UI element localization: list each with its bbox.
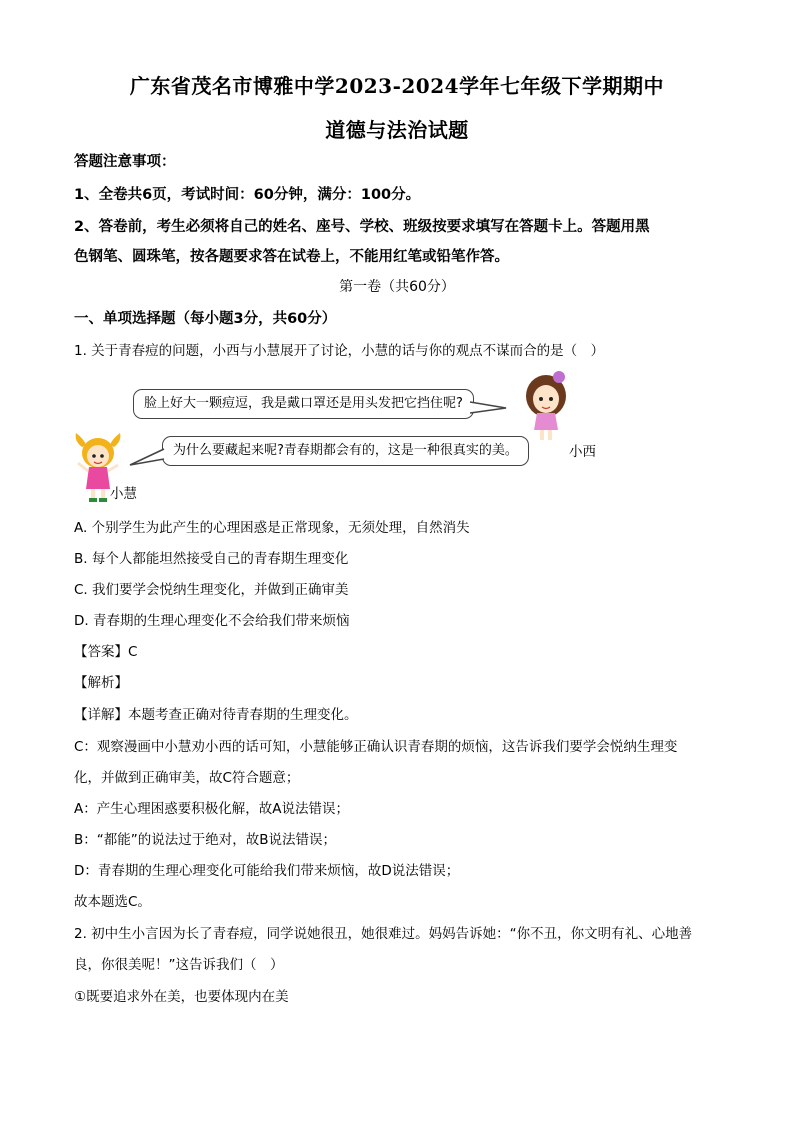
question-2-option-1: ①既要追求外在美，也要体现内在美: [74, 989, 289, 1005]
notes-item-2-line-1: 2、答卷前，考生必须将自己的姓名、座号、学校、班级按要求填写在答题卡上。答题用黑: [74, 219, 650, 235]
detail-label: 【详解】: [74, 707, 128, 723]
explanation-c-line-2: 化，并做到正确审美，故C符合题意；: [74, 770, 300, 786]
answer-value: C: [128, 644, 138, 660]
question-2-stem-line-2: 良，你很美呢！”这告诉我们（ ）: [74, 957, 284, 973]
name-label-xixi: 小西: [569, 444, 596, 460]
speech-bubble-xixi: 脸上好大一颗痘逗，我是戴口罩还是用头发把它挡住呢?: [133, 389, 474, 419]
notes-item-1: 1、全卷共6页，考试时间：60分钟，满分：100分。: [74, 187, 421, 203]
question-1-option-c: C. 我们要学会悦纳生理变化，并做到正确审美: [74, 582, 349, 598]
question-1-option-d: D. 青春期的生理心理变化不会给我们带来烦恼: [74, 613, 350, 629]
exam-title: 广东省茂名市博雅中学2023-2024学年七年级下学期期中: [129, 74, 665, 98]
conclusion: 故本题选C。: [74, 894, 151, 910]
name-label-xiaohui: 小慧: [110, 486, 137, 502]
detail-text: 本题考查正确对待青春期的生理变化。: [128, 707, 358, 723]
question-1-option-a: A. 个别学生为此产生的心理困惑是正常现象，无须处理，自然消失: [74, 520, 470, 536]
explanation-c-line-1: C：观察漫画中小慧劝小西的话可知，小慧能够正确认识青春期的烦恼，这告诉我们要学会悦纳生理变: [74, 739, 678, 755]
answer-line: [74, 640, 137, 660]
bubble-tail-xiaohui: [128, 447, 168, 469]
volume-heading: 第一卷（共60分）: [339, 279, 455, 295]
explanation-b: B：“都能”的说法过于绝对，故B说法错误；: [74, 832, 337, 848]
explanation-d: D：青春期的生理心理变化可能给我们带来烦恼，故D说法错误；: [74, 863, 460, 879]
question-1-stem: 1. 关于青春痘的问题，小西与小慧展开了讨论，小慧的话与你的观点不谋而合的是（ ）: [74, 343, 605, 359]
analysis-label: 【解析】: [74, 675, 128, 691]
speech-bubble-xiaohui: 为什么要藏起来呢?青春期都会有的，这是一种很真实的美。: [162, 436, 529, 466]
xixi-girl-figure: [521, 370, 571, 442]
part-heading: 一、单项选择题（每小题3分，共60分）: [74, 311, 337, 327]
detail-line: [74, 703, 358, 723]
question-1-option-b: B. 每个人都能坦然接受自己的青春期生理变化: [74, 551, 349, 567]
bubble-tail-xixi: [470, 398, 510, 418]
notes-item-2-line-2: 色钢笔、圆珠笔，按各题要求答在试卷上，不能用红笔或铅笔作答。: [74, 249, 509, 265]
question-2-stem-line-1: 2. 初中生小言因为长了青春痘，同学说她很丑，她很难过。妈妈告诉她：“你不丑，你文明有礼、心地善: [74, 926, 693, 942]
notes-heading: 答题注意事项：: [74, 154, 176, 170]
explanation-a: A：产生心理困惑要积极化解，故A说法错误；: [74, 801, 349, 817]
answer-label: 【答案】: [74, 644, 128, 660]
exam-subtitle: 道德与法治试题: [325, 118, 469, 142]
